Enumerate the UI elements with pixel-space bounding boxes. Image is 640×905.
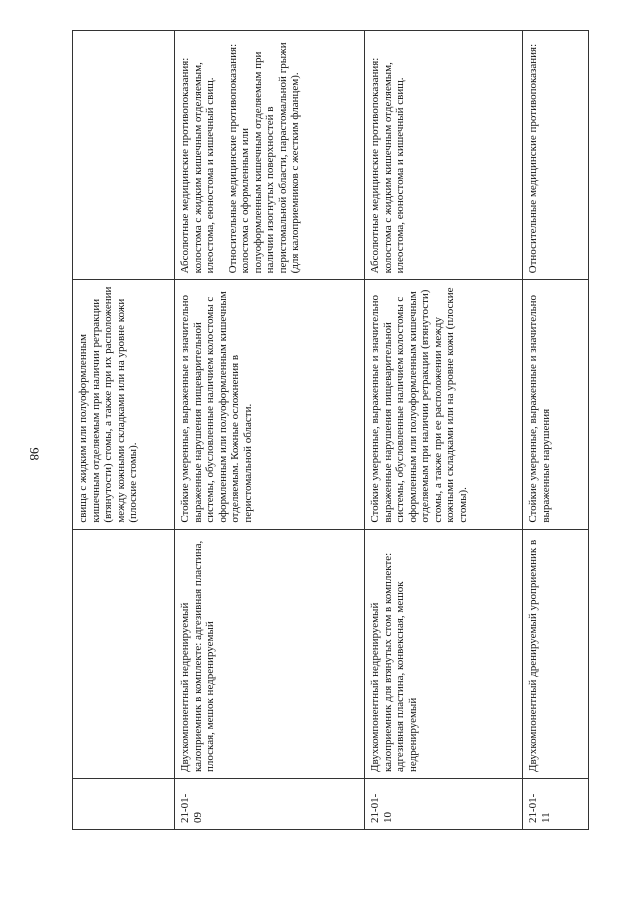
indications-cell: свища с жидким или полуоформленным кишечным отделяемым при наличии ретракции (втянутости) стомы, а также при их расположении между кожными складками или на уровне кожи (плоские стомы). [73,280,175,529]
contraindications-cell [365,31,523,280]
indications-cell: Стойкие умеренные, выраженные и значительно выраженные нарушения пищеварительной системы, обусловленные наличием колостомы с оформленным или полуоформленным кишечным отделяемым при наличии ретракции (втянутости) стомы, а также при ее расположении между кожными складками или на уровне кожи (плоские стомы). [365,280,523,529]
contraindications-cell [523,31,589,280]
name-cell [73,529,175,778]
code-cell [73,779,175,830]
indications-cell: Стойкие умеренные, выраженные и значительно выраженные нарушения [523,280,589,529]
table-row [175,31,365,830]
page-number: 98 [27,447,42,461]
code-cell: 21-01-09 [175,779,365,830]
contra-relative: Относительные медицинские противопоказания: колостома с оформленным или полуоформленным кишечным отделяемым при наличии изогнутых поверхностей в перистомальной области, парастомальной грыжи (для калоприемников с жестким фланцем). [226,42,301,274]
contra-absolute: Абсолютные медицинские противопоказания: колостома с жидким кишечным отделяемым, илеостома, еюностома и кишечный свищ. [179,57,216,274]
name-cell: Двухкомпонентный недренируемый калоприемник для втянутых стом в комплекте: адгезивная пластина, конвексная, мешок недренируемый [365,529,523,778]
code-cell: 21-01-10 [365,779,523,830]
table-row [365,31,523,830]
table-row [73,31,175,830]
code-cell: 21-01-11 [523,779,589,830]
contraindications-cell [73,31,175,280]
contraindications-cell [175,31,365,280]
rotated-table-scan [72,30,588,830]
contra-absolute: Относительные медицинские противопоказания: [527,43,539,274]
name-cell: Двухкомпонентный недренируемый калоприемник в комплекте: адгезивная пластина, плоская, мешок недренируемый [175,529,365,778]
name-cell: Двухкомпонентный дренируемый уроприемник в [523,529,589,778]
table-row [523,31,589,830]
product-table [72,30,589,830]
contra-absolute: Абсолютные медицинские противопоказания: колостома с жидким кишечным отделяемым, илеостома, еюностома и кишечный свищ. [369,57,406,274]
indications-cell: Стойкие умеренные, выраженные и значительно выраженные нарушения пищеварительной системы, обусловленные наличием колостомы с оформленным или полуоформленным кишечным отделяемым. Кожные осложнения в перистомальной области. [175,280,365,529]
